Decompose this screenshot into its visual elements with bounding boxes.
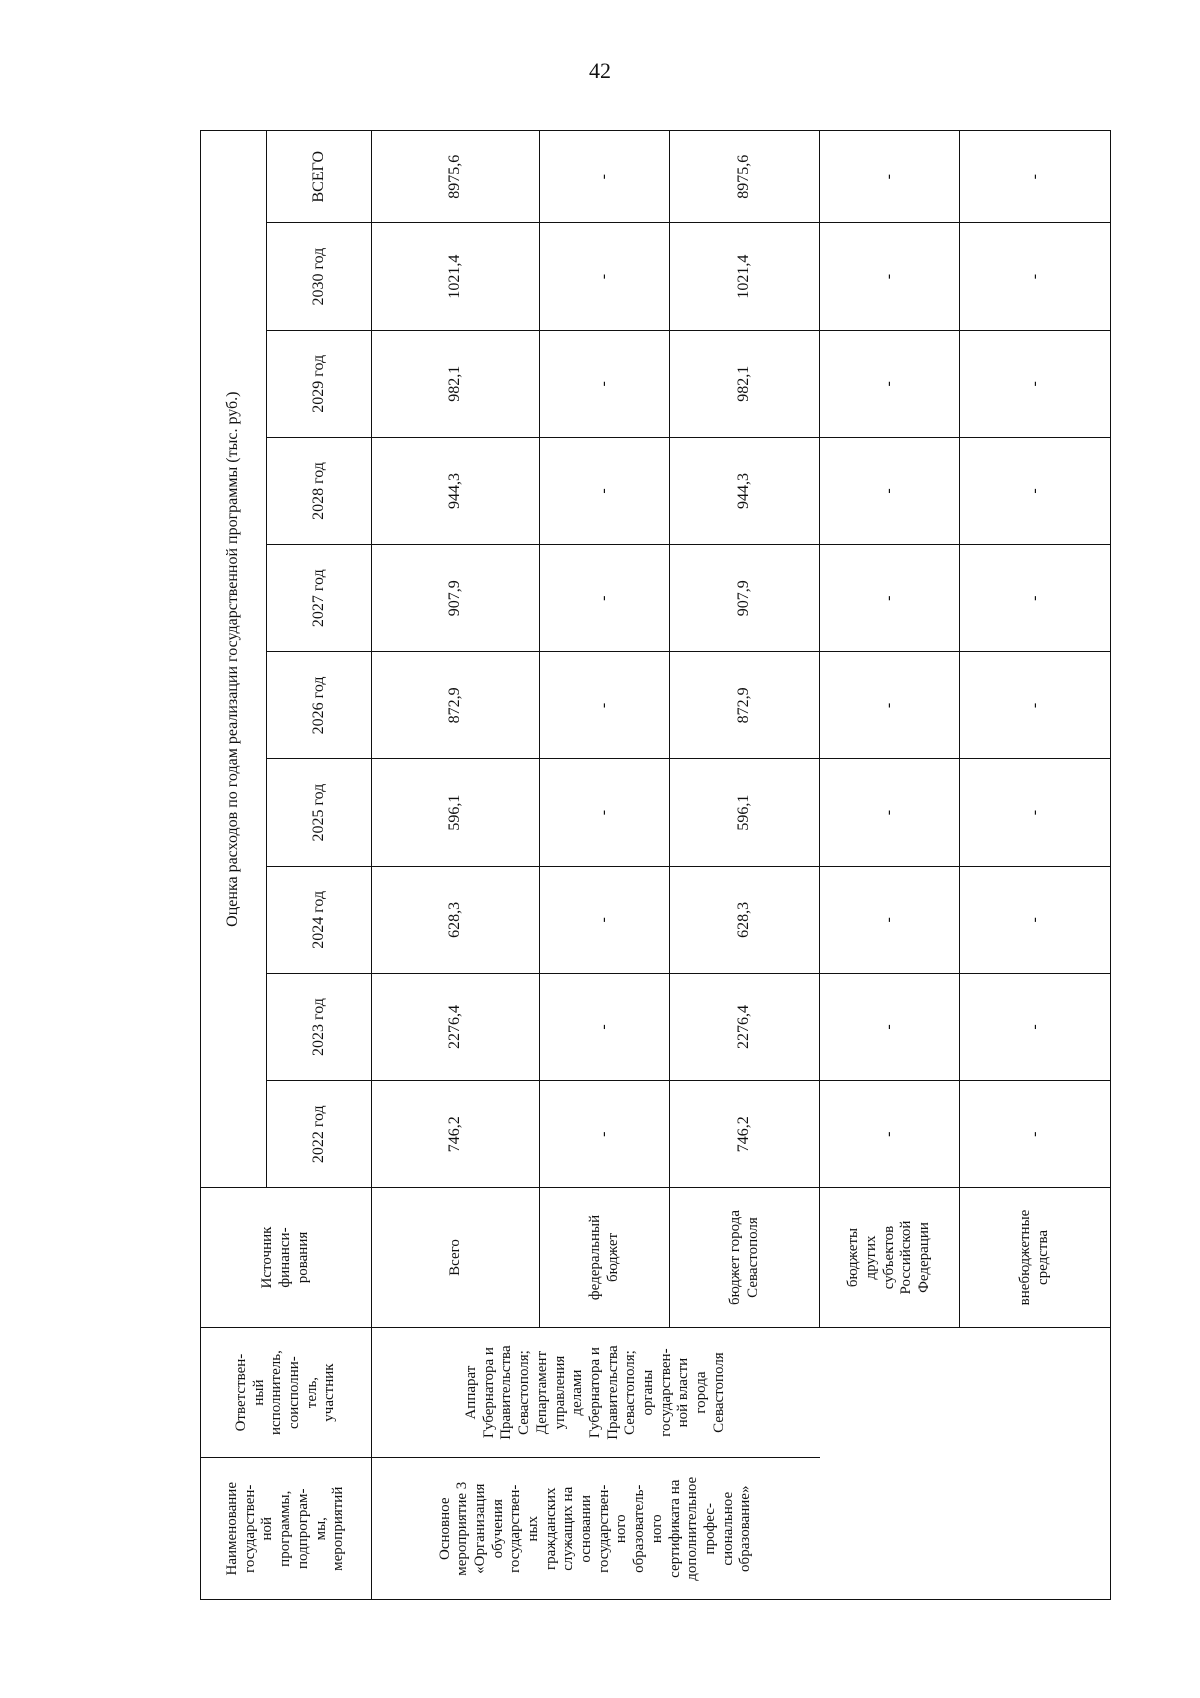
value-cell: - [540,1081,670,1188]
table-row-other-subjects [820,131,960,1600]
value-cell: 982,1 [670,330,820,437]
source-cell: внебюджетные средства [960,1188,1111,1327]
value-cell: - [540,545,670,652]
value-cell: 1021,4 [670,223,820,330]
value-cell: 746,2 [372,1081,540,1188]
value-cell: 8975,6 [670,131,820,223]
value-cell: - [820,652,960,759]
header-row-1 [201,131,267,1600]
value-cell: - [540,330,670,437]
rotated-table-container [200,130,1110,1600]
value-cell: - [820,973,960,1080]
value-cell: - [960,1081,1111,1188]
value-cell: - [820,330,960,437]
header-year-2030: 2030 год [267,223,372,330]
value-cell: - [540,131,670,223]
page-number: 42 [589,58,611,83]
header-executor: Ответствен- ный исполнитель, соисполни- тель, участник [201,1327,372,1458]
value-cell: - [960,545,1111,652]
source-cell: бюджет города Севастополя [670,1188,820,1327]
value-cell: 2276,4 [372,973,540,1080]
activity-executor: Аппарат Губернатора и Правительства Севастополя; Департамент управления делами Губернатора и Правительства Севастополя; органы государствен- ной власти города Севастополя [372,1327,820,1458]
value-cell: 596,1 [372,759,540,866]
empty-cell [960,1458,1111,1600]
value-cell: 944,3 [670,437,820,544]
value-cell: - [960,866,1111,973]
empty-cell [820,1458,960,1600]
budget-table [200,130,1111,1600]
header-year-2029: 2029 год [267,330,372,437]
source-cell: бюджеты других субъектов Российской Федерации [820,1188,960,1327]
header-year-2025: 2025 год [267,759,372,866]
header-year-2022: 2022 год [267,1081,372,1188]
value-cell: - [960,973,1111,1080]
activity-name: Основное мероприятие 3 «Организация обучения государствен- ных гражданских служащих на основании государствен- ного образователь- ного сертификата на дополнительное профес- сиональное образование» [372,1458,820,1600]
value-cell: - [540,652,670,759]
value-cell: 982,1 [372,330,540,437]
value-cell: - [540,973,670,1080]
value-cell: 944,3 [372,437,540,544]
value-cell: 872,9 [670,652,820,759]
header-program-name: Наименование государствен- ной программы, подпрограм- мы, мероприятий [201,1458,372,1600]
value-cell: 2276,4 [670,973,820,1080]
value-cell: - [540,437,670,544]
value-cell: - [960,223,1111,330]
value-cell: 872,9 [372,652,540,759]
header-year-2024: 2024 год [267,866,372,973]
value-cell: - [540,866,670,973]
value-cell: 746,2 [670,1081,820,1188]
empty-cell [960,1327,1111,1458]
empty-cell [820,1327,960,1458]
value-cell: 628,3 [372,866,540,973]
value-cell: 1021,4 [372,223,540,330]
value-cell: - [540,223,670,330]
source-cell: федеральный бюджет [540,1188,670,1327]
value-cell: - [540,759,670,866]
value-cell: - [820,545,960,652]
value-cell: 596,1 [670,759,820,866]
header-year-2026: 2026 год [267,652,372,759]
table-row-extrabudgetary [960,131,1111,1600]
value-cell: - [820,866,960,973]
value-cell: - [960,759,1111,866]
value-cell: - [820,131,960,223]
header-year-2027: 2027 год [267,545,372,652]
value-cell: 907,9 [670,545,820,652]
value-cell: - [820,759,960,866]
value-cell: - [960,330,1111,437]
value-cell: - [820,1081,960,1188]
header-total: ВСЕГО [267,131,372,223]
value-cell: - [960,652,1111,759]
header-year-2028: 2028 год [267,437,372,544]
value-cell: 628,3 [670,866,820,973]
value-cell: 8975,6 [372,131,540,223]
header-source: Источник финанси- рования [201,1188,372,1327]
header-estimate: Оценка расходов по годам реализации государственной программы (тыс. руб.) [201,131,267,1188]
header-year-2023: 2023 год [267,973,372,1080]
value-cell: - [820,223,960,330]
value-cell: - [960,437,1111,544]
source-cell: Всего [372,1188,540,1327]
value-cell: - [960,131,1111,223]
value-cell: - [820,437,960,544]
table-row-total [372,131,540,1600]
value-cell: 907,9 [372,545,540,652]
